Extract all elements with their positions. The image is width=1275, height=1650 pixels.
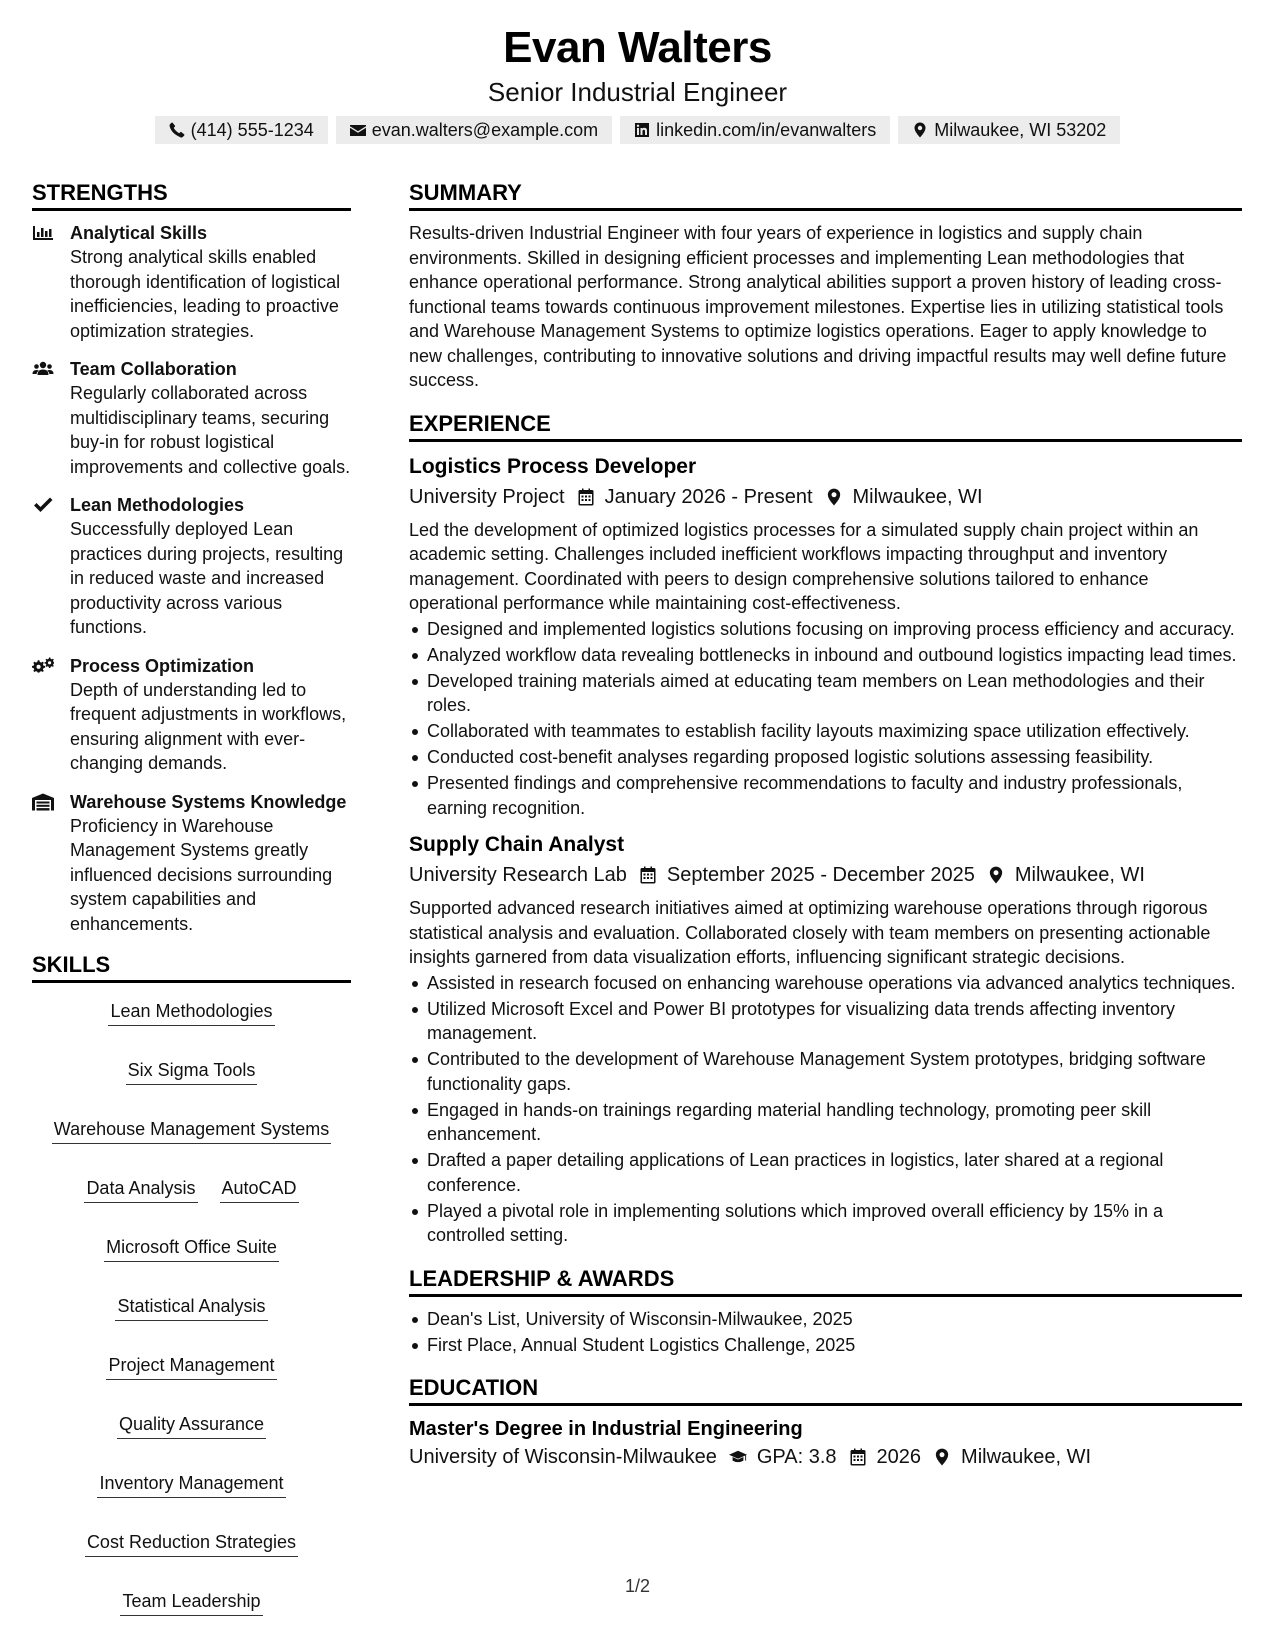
strength-desc: Depth of understanding led to frequent adjustments in workflows, ensuring alignment with ever-changing demands. [70, 679, 347, 773]
map-pin-icon [912, 122, 928, 138]
job-meta [409, 860, 1242, 890]
job-description: Supported advanced research initiatives aimed at optimizing warehouse operations through rigorous statistical analysis and evaluation. Collaborated closely with team members on presenting actionable insights garnered from data visualization efforts, influencing significant strategic decisions. [409, 898, 1211, 967]
strength-item [32, 790, 351, 937]
check-icon [32, 496, 54, 514]
job-entry [409, 452, 1242, 821]
linkedin-text: linkedin.com/in/evanwalters [656, 120, 877, 140]
resume-header [0, 22, 1275, 144]
job-entry [409, 830, 1242, 1248]
skills-heading: SKILLS [32, 950, 351, 983]
education-location: Milwaukee, WI [961, 1446, 1092, 1468]
strength-desc: Strong analytical skills enabled thorough identification of logistical inefficiencies, leading to proactive optimization strategies. [70, 247, 341, 341]
map-pin-icon [987, 866, 1005, 884]
list-item: Analyzed workflow data revealing bottlenecks in inbound and outbound logistics impacting lead times. [409, 643, 1242, 668]
job-location: Milwaukee, WI [1014, 864, 1145, 886]
skill-tag: Cost Reduction Strategies [85, 1530, 298, 1557]
candidate-title: Senior Industrial Engineer [487, 77, 788, 107]
strengths-heading: STRENGTHS [32, 178, 351, 211]
job-dates: September 2025 - December 2025 [666, 864, 975, 886]
awards-heading: LEADERSHIP & AWARDS [409, 1264, 1242, 1297]
list-item: Developed training materials aimed at educating team members on Lean methodologies and their roles. [409, 669, 1242, 718]
list-item: Designed and implemented logistics solutions focusing on improving process efficiency and accuracy. [409, 617, 1242, 642]
map-pin-icon [933, 1448, 951, 1466]
strength-item [32, 654, 351, 776]
list-item: Dean's List, University of Wisconsin-Milwaukee, 2025 [409, 1307, 1242, 1332]
strength-title: Team Collaboration [70, 359, 237, 379]
skill-tag: Team Leadership [120, 1589, 262, 1616]
email-text: evan.walters@example.com [371, 120, 599, 140]
skill-tag: Microsoft Office Suite [104, 1235, 279, 1262]
skill-tag: Six Sigma Tools [126, 1058, 258, 1085]
skill-tag: Statistical Analysis [115, 1294, 267, 1321]
job-dates: January 2026 - Present [604, 485, 813, 508]
strength-title: Lean Methodologies [70, 495, 245, 515]
users-icon [32, 360, 54, 378]
contact-linkedin[interactable] [620, 116, 890, 144]
phone-icon [169, 122, 185, 138]
warehouse-icon [32, 793, 54, 811]
calendar-icon [639, 866, 657, 884]
strength-item [32, 493, 351, 640]
graduation-cap-icon [729, 1448, 747, 1466]
education-gpa: GPA: 3.8 [756, 1446, 837, 1468]
calendar-icon [849, 1448, 867, 1466]
degree-title: Master's Degree in Industrial Engineering [409, 1418, 803, 1440]
job-location: Milwaukee, WI [852, 485, 983, 508]
list-item: Conducted cost-benefit analyses regarding proposed logistic solutions assessing feasibility. [409, 745, 1242, 770]
experience-heading: EXPERIENCE [409, 409, 1242, 442]
page-number: 1/2 [624, 1576, 651, 1596]
job-bullets [409, 617, 1242, 821]
strength-title: Process Optimization [70, 655, 255, 676]
skill-tag: Warehouse Management Systems [52, 1117, 331, 1144]
education-year: 2026 [876, 1446, 922, 1468]
calendar-icon [577, 488, 595, 506]
list-item: First Place, Annual Student Logistics Challenge, 2025 [409, 1333, 1242, 1358]
list-item: Assisted in research focused on enhancing warehouse operations via advanced analytics techniques. [409, 971, 1242, 996]
list-item: Engaged in hands-on trainings regarding material handling technology, promoting peer skill enhancement. [409, 1098, 1242, 1147]
contact-email[interactable] [336, 116, 612, 144]
list-item: Collaborated with teammates to establish facility layouts maximizing space utilization effectively. [409, 719, 1242, 744]
job-title: Logistics Process Developer [409, 454, 697, 478]
skill-tag: Project Management [106, 1353, 276, 1380]
strength-desc: Regularly collaborated across multidisciplinary teams, securing buy-in for robust logistical improvements and collective goals. [70, 383, 351, 477]
summary-heading: SUMMARY [409, 178, 1242, 211]
strength-title: Warehouse Systems Knowledge [70, 791, 347, 812]
candidate-name: Evan Walters [503, 23, 772, 72]
bar-chart-icon [32, 224, 54, 242]
linkedin-icon [634, 122, 650, 138]
list-item: Drafted a paper detailing applications of Lean practices in logistics, later shared at a regional conference. [409, 1148, 1242, 1197]
school-name: University of Wisconsin-Milwaukee [409, 1446, 717, 1468]
skill-tag: AutoCAD [220, 1176, 299, 1203]
contact-bar [0, 116, 1275, 144]
job-description: Led the development of optimized logistics processes for a simulated supply chain project within an academic setting. Challenges included inefficient workflows impacting throughput and inventory management. Coordinated with peers to design comprehensive solutions tailored to enhance operational performance while maintaining cost-effectiveness. [409, 519, 1199, 613]
gears-icon [32, 657, 54, 675]
skill-tag: Data Analysis [84, 1176, 197, 1203]
list-item: Presented findings and comprehensive recommendations to faculty and industry professionals, earning recognition. [409, 771, 1242, 820]
summary-text: Results-driven Industrial Engineer with four years of experience in logistics and supply chain environments. Skilled in designing efficient processes and implementing Lean methodologies that enhance operational performance. Strong analytical abilities support a proven history of leading cross-functional teams towards continuous improvement milestones. Expertise lies in utilizing statistical tools and Warehouse Management Systems to optimize logistics operations. Eager to apply knowledge to new challenges, contributing to innovative solutions and driving impactful results may well define future success. [409, 223, 1227, 390]
skills-list [32, 993, 351, 1616]
right-column [409, 178, 1242, 1478]
list-item: Played a pivotal role in implementing solutions which improved overall efficiency by 15% in a controlled setting. [409, 1199, 1242, 1248]
skill-tag: Lean Methodologies [108, 999, 274, 1026]
strength-item [32, 221, 351, 343]
map-pin-icon [825, 488, 843, 506]
strength-desc: Proficiency in Warehouse Management Systems greatly influenced decisions surrounding system capabilities and enhancements. [70, 815, 333, 934]
job-org: University Project [409, 485, 565, 508]
list-item: Contributed to the development of Warehouse Management System prototypes, bridging software functionality gaps. [409, 1047, 1242, 1096]
job-bullets [409, 971, 1242, 1248]
phone-text: (414) 555-1234 [190, 120, 314, 140]
awards-list [409, 1307, 1242, 1358]
skill-tag: Quality Assurance [117, 1412, 266, 1439]
skill-tag: Inventory Management [97, 1471, 285, 1498]
strength-desc: Successfully deployed Lean practices during projects, resulting in reduced waste and increased productivity across various functions. [70, 519, 344, 637]
envelope-icon [350, 122, 366, 138]
job-meta [409, 482, 1242, 512]
contact-phone[interactable] [155, 116, 328, 144]
contact-location [898, 116, 1120, 144]
education-heading: EDUCATION [409, 1373, 1242, 1406]
education-meta [409, 1442, 1242, 1472]
job-title: Supply Chain Analyst [409, 833, 625, 856]
strength-title: Analytical Skills [70, 223, 208, 243]
list-item: Utilized Microsoft Excel and Power BI prototypes for visualizing data trends affecting inventory management. [409, 997, 1242, 1046]
strength-item [32, 357, 351, 479]
location-text: Milwaukee, WI 53202 [934, 120, 1107, 140]
job-org: University Research Lab [409, 864, 627, 886]
left-column [32, 178, 351, 1616]
